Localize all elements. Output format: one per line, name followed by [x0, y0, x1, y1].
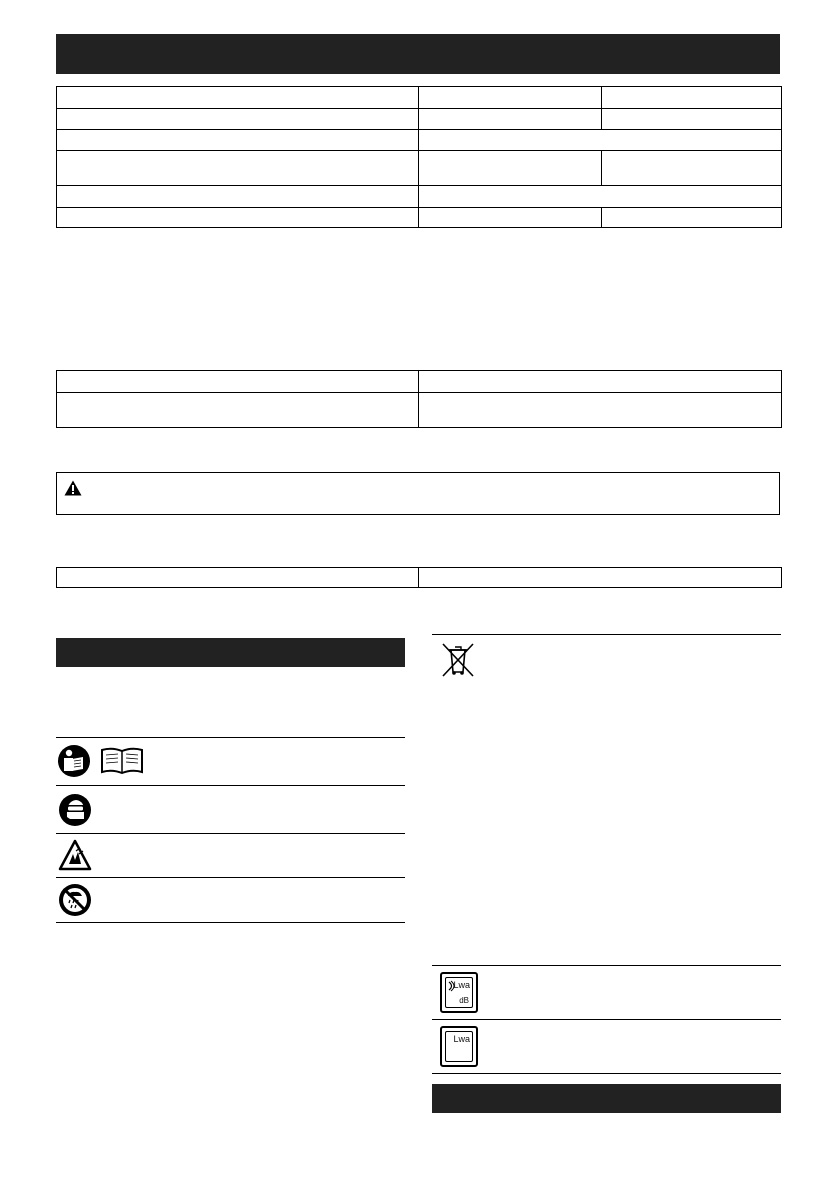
spec-value — [419, 208, 602, 228]
no-wet-conditions-icon — [58, 883, 92, 917]
noise-row-measured — [432, 1020, 781, 1072]
value-value — [419, 568, 782, 588]
warning-box — [56, 472, 780, 515]
noise-row-guaranteed — [432, 966, 781, 1019]
spec-value — [419, 109, 602, 130]
info-label — [57, 371, 419, 393]
guaranteed-sound-power-level-icon — [440, 972, 478, 1013]
table-row — [57, 393, 782, 428]
db-mark-icon: dB — [459, 996, 469, 1005]
symbol-row-read-manual — [56, 738, 405, 785]
spec-value — [602, 87, 782, 109]
spec-value — [419, 130, 782, 151]
symbol-row-flying-debris — [56, 834, 405, 877]
info-value — [419, 371, 782, 393]
spec-label — [57, 208, 419, 228]
info-label — [57, 393, 419, 428]
table-row — [57, 186, 782, 208]
flying-debris-hazard-icon — [58, 839, 92, 871]
crossed-out-wheelie-bin-icon — [440, 640, 476, 678]
table-row — [57, 87, 782, 109]
spec-label — [57, 87, 419, 109]
info-value — [419, 393, 782, 428]
spec-label — [57, 109, 419, 130]
table-row — [57, 371, 782, 393]
warning-icon — [64, 480, 82, 496]
spec-value — [602, 109, 782, 130]
table-row — [57, 208, 782, 228]
spec-value — [602, 151, 782, 186]
spec-label — [57, 186, 419, 208]
bottom-section-bar — [432, 1084, 781, 1113]
lwa-label: Lwa — [453, 1034, 470, 1044]
info-table — [56, 370, 782, 428]
symbol-row-no-wet — [56, 878, 405, 922]
header-bar — [56, 34, 780, 74]
read-manual-icon — [58, 744, 148, 778]
table-row — [57, 109, 782, 130]
spec-label — [57, 151, 419, 186]
spec-table — [56, 86, 782, 228]
divider — [432, 1073, 781, 1074]
spec-value — [602, 208, 782, 228]
value-label — [57, 568, 419, 588]
table-row — [57, 151, 782, 186]
wear-eye-protection-icon — [58, 793, 92, 827]
table-row — [57, 130, 782, 151]
spec-label — [57, 130, 419, 151]
spec-value — [419, 186, 782, 208]
table-row — [57, 568, 782, 588]
lwa-label: Lwa — [453, 980, 470, 990]
spec-value — [419, 87, 602, 109]
sound-power-level-icon — [440, 1026, 478, 1067]
divider — [56, 922, 405, 923]
value-table — [56, 567, 782, 588]
symbol-row-eye-protection — [56, 786, 405, 833]
spec-value — [419, 151, 602, 186]
disposal-row — [432, 635, 781, 695]
symbols-section-bar — [56, 638, 405, 667]
